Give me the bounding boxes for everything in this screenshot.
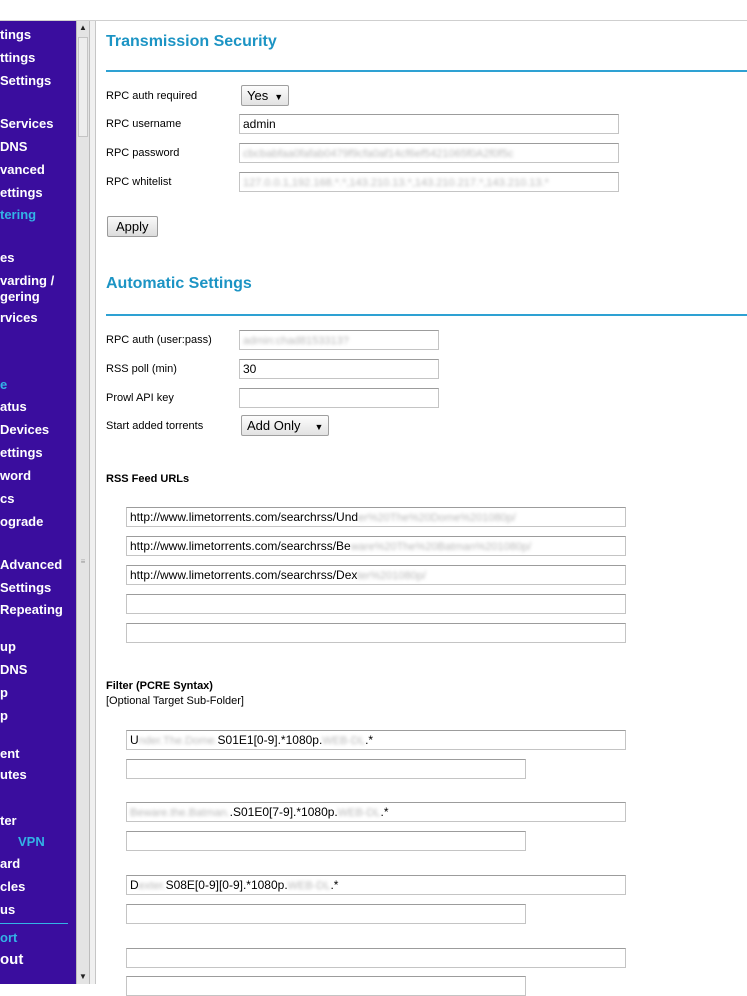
sidebar-item[interactable]: up bbox=[0, 639, 16, 654]
filter-text: .* bbox=[365, 733, 374, 747]
dropdown-arrow-icon: ▼ bbox=[314, 422, 324, 432]
password-value: cbcbabfaa0fafab0479f9cfa0af14cf6ef5421065f0A2f0f5c bbox=[243, 148, 514, 160]
rss-poll-input[interactable]: 30 bbox=[239, 359, 439, 379]
sidebar-item[interactable]: ter bbox=[0, 813, 17, 828]
sidebar-section-header: e bbox=[0, 377, 8, 392]
filter-hidden-text: WEB-DL bbox=[287, 880, 331, 892]
sidebar-item[interactable]: gering bbox=[0, 289, 40, 304]
sidebar-item[interactable]: ttings bbox=[0, 50, 36, 65]
rpc-username-label: RPC username bbox=[106, 118, 182, 130]
filter-text: U bbox=[130, 733, 139, 747]
rpc-auth-input[interactable] bbox=[239, 330, 439, 350]
filter-hidden-text: Beware.the.Batman. bbox=[130, 807, 230, 819]
filter-text: .S01E0[7-9].*1080p. bbox=[229, 805, 338, 819]
select-value: Add Only bbox=[247, 418, 301, 433]
url-hidden-text: ter%201080p/ bbox=[357, 570, 426, 582]
filter-note: [Optional Target Sub-Folder] bbox=[106, 695, 244, 707]
target-folder-input[interactable] bbox=[126, 976, 526, 996]
rss-url-input[interactable] bbox=[126, 565, 626, 585]
start-torrents-select[interactable] bbox=[241, 415, 329, 436]
rss-poll-label: RSS poll (min) bbox=[106, 363, 177, 375]
whitelist-value: 127.0.0.1,192.168.*.*,143.210.13.*,143.210.217.*,143.210.13.* bbox=[243, 177, 549, 189]
filter-hidden-text: WEB-DL bbox=[322, 735, 366, 747]
sidebar-item[interactable]: DNS bbox=[0, 139, 28, 154]
sidebar-item[interactable]: p bbox=[0, 685, 8, 700]
sidebar-item[interactable]: ent bbox=[0, 746, 20, 761]
sidebar-item[interactable]: Advanced bbox=[0, 557, 63, 572]
sidebar-item[interactable]: cles bbox=[0, 879, 26, 894]
rpc-auth-required-select[interactable] bbox=[241, 85, 289, 106]
filter-input[interactable] bbox=[126, 875, 626, 895]
section-title-automatic: Automatic Settings bbox=[106, 275, 252, 292]
rpc-auth-required-label: RPC auth required bbox=[106, 90, 198, 102]
sidebar-divider bbox=[0, 923, 68, 924]
rpc-whitelist-label: RPC whitelist bbox=[106, 176, 172, 188]
url-text: http://www.limetorrents.com/searchrss/Be bbox=[130, 539, 351, 553]
sidebar-item[interactable]: utes bbox=[0, 767, 27, 782]
sidebar-item[interactable]: varding / bbox=[0, 273, 55, 288]
filter-text: .* bbox=[380, 805, 389, 819]
sidebar-item[interactable]: ard bbox=[0, 856, 21, 871]
sidebar-item[interactable]: ort bbox=[0, 930, 18, 945]
main-content bbox=[96, 21, 747, 984]
sidebar-item[interactable]: Settings bbox=[0, 580, 52, 595]
rpc-auth-value: admin:chad8153313? bbox=[243, 335, 349, 347]
rss-feed-urls-label: RSS Feed URLs bbox=[106, 473, 190, 485]
logout-item[interactable]: out bbox=[0, 951, 24, 968]
rpc-auth-label: RPC auth (user:pass) bbox=[106, 334, 212, 346]
dropdown-arrow-icon: ▼ bbox=[274, 92, 284, 102]
rss-url-input[interactable] bbox=[126, 623, 626, 643]
sidebar-item[interactable]: es bbox=[0, 250, 15, 265]
rpc-whitelist-input[interactable] bbox=[239, 172, 619, 192]
filter-text: S01E1[0-9].*1080p. bbox=[217, 733, 323, 747]
sidebar-item[interactable]: Settings bbox=[0, 73, 52, 88]
target-folder-input[interactable] bbox=[126, 831, 526, 851]
prowl-api-key-label: Prowl API key bbox=[106, 392, 174, 404]
select-value: Yes bbox=[247, 88, 269, 103]
section-divider bbox=[106, 70, 747, 72]
sidebar-scrollbar[interactable] bbox=[76, 21, 90, 984]
filter-hidden-text: exter. bbox=[138, 880, 166, 892]
sidebar-item[interactable]: tings bbox=[0, 27, 32, 42]
sidebar-item[interactable]: atus bbox=[0, 399, 27, 414]
filter-text: D bbox=[130, 878, 139, 892]
filter-hidden-text: nder.The.Dome. bbox=[138, 735, 218, 747]
sidebar-item[interactable]: rvices bbox=[0, 310, 38, 325]
rpc-username-input[interactable]: admin bbox=[239, 114, 619, 134]
sidebar-item[interactable]: Services bbox=[0, 116, 54, 131]
sidebar-item[interactable]: word bbox=[0, 468, 32, 483]
target-folder-input[interactable] bbox=[126, 759, 526, 779]
sidebar-item[interactable]: cs bbox=[0, 491, 15, 506]
sidebar-item[interactable]: ograde bbox=[0, 514, 44, 529]
sidebar-item[interactable]: vanced bbox=[0, 162, 45, 177]
sidebar-section-header: VPN bbox=[18, 834, 45, 849]
sidebar-item-active[interactable]: tering bbox=[0, 207, 37, 222]
filter-input[interactable] bbox=[126, 730, 626, 750]
prowl-api-key-input[interactable] bbox=[239, 388, 439, 408]
apply-button[interactable]: Apply bbox=[107, 216, 158, 237]
filter-input[interactable] bbox=[126, 802, 626, 822]
url-text: http://www.limetorrents.com/searchrss/Und bbox=[130, 510, 359, 524]
rss-url-input[interactable] bbox=[126, 507, 626, 527]
filter-input[interactable] bbox=[126, 948, 626, 968]
filter-hidden-text: WEB-DL bbox=[337, 807, 381, 819]
scroll-up-icon[interactable]: ▲ bbox=[79, 23, 87, 32]
sidebar-item[interactable]: p bbox=[0, 708, 8, 723]
section-title-transmission: Transmission Security bbox=[106, 33, 277, 50]
rpc-password-label: RPC password bbox=[106, 147, 180, 159]
rpc-password-input[interactable] bbox=[239, 143, 619, 163]
filter-text: .* bbox=[330, 878, 339, 892]
sidebar-item[interactable]: Repeating bbox=[0, 602, 63, 617]
sidebar-item[interactable]: ettings bbox=[0, 185, 43, 200]
scroll-thumb[interactable] bbox=[78, 37, 88, 137]
sidebar-item[interactable]: DNS bbox=[0, 662, 28, 677]
url-hidden-text: er%20The%20Dome%201080p/ bbox=[358, 512, 516, 524]
top-bar bbox=[0, 0, 747, 21]
sidebar-item[interactable]: ettings bbox=[0, 445, 43, 460]
sidebar-nav bbox=[0, 21, 76, 984]
target-folder-input[interactable] bbox=[126, 904, 526, 924]
sidebar-item[interactable]: Devices bbox=[0, 422, 50, 437]
url-text: http://www.limetorrents.com/searchrss/Dex bbox=[130, 568, 358, 582]
rss-url-input[interactable] bbox=[126, 594, 626, 614]
start-torrents-label: Start added torrents bbox=[106, 420, 204, 432]
scroll-down-icon[interactable]: ▼ bbox=[79, 972, 87, 981]
rss-url-input[interactable] bbox=[126, 536, 626, 556]
sidebar-item[interactable]: us bbox=[0, 902, 16, 917]
filter-label: Filter (PCRE Syntax) bbox=[106, 680, 213, 692]
section-divider bbox=[106, 314, 747, 316]
url-hidden-text: ware%20The%20Batman%201080p/ bbox=[350, 541, 532, 553]
grip-icon: ≡ bbox=[80, 557, 86, 566]
filter-text: S08E[0-9][0-9].*1080p. bbox=[165, 878, 288, 892]
